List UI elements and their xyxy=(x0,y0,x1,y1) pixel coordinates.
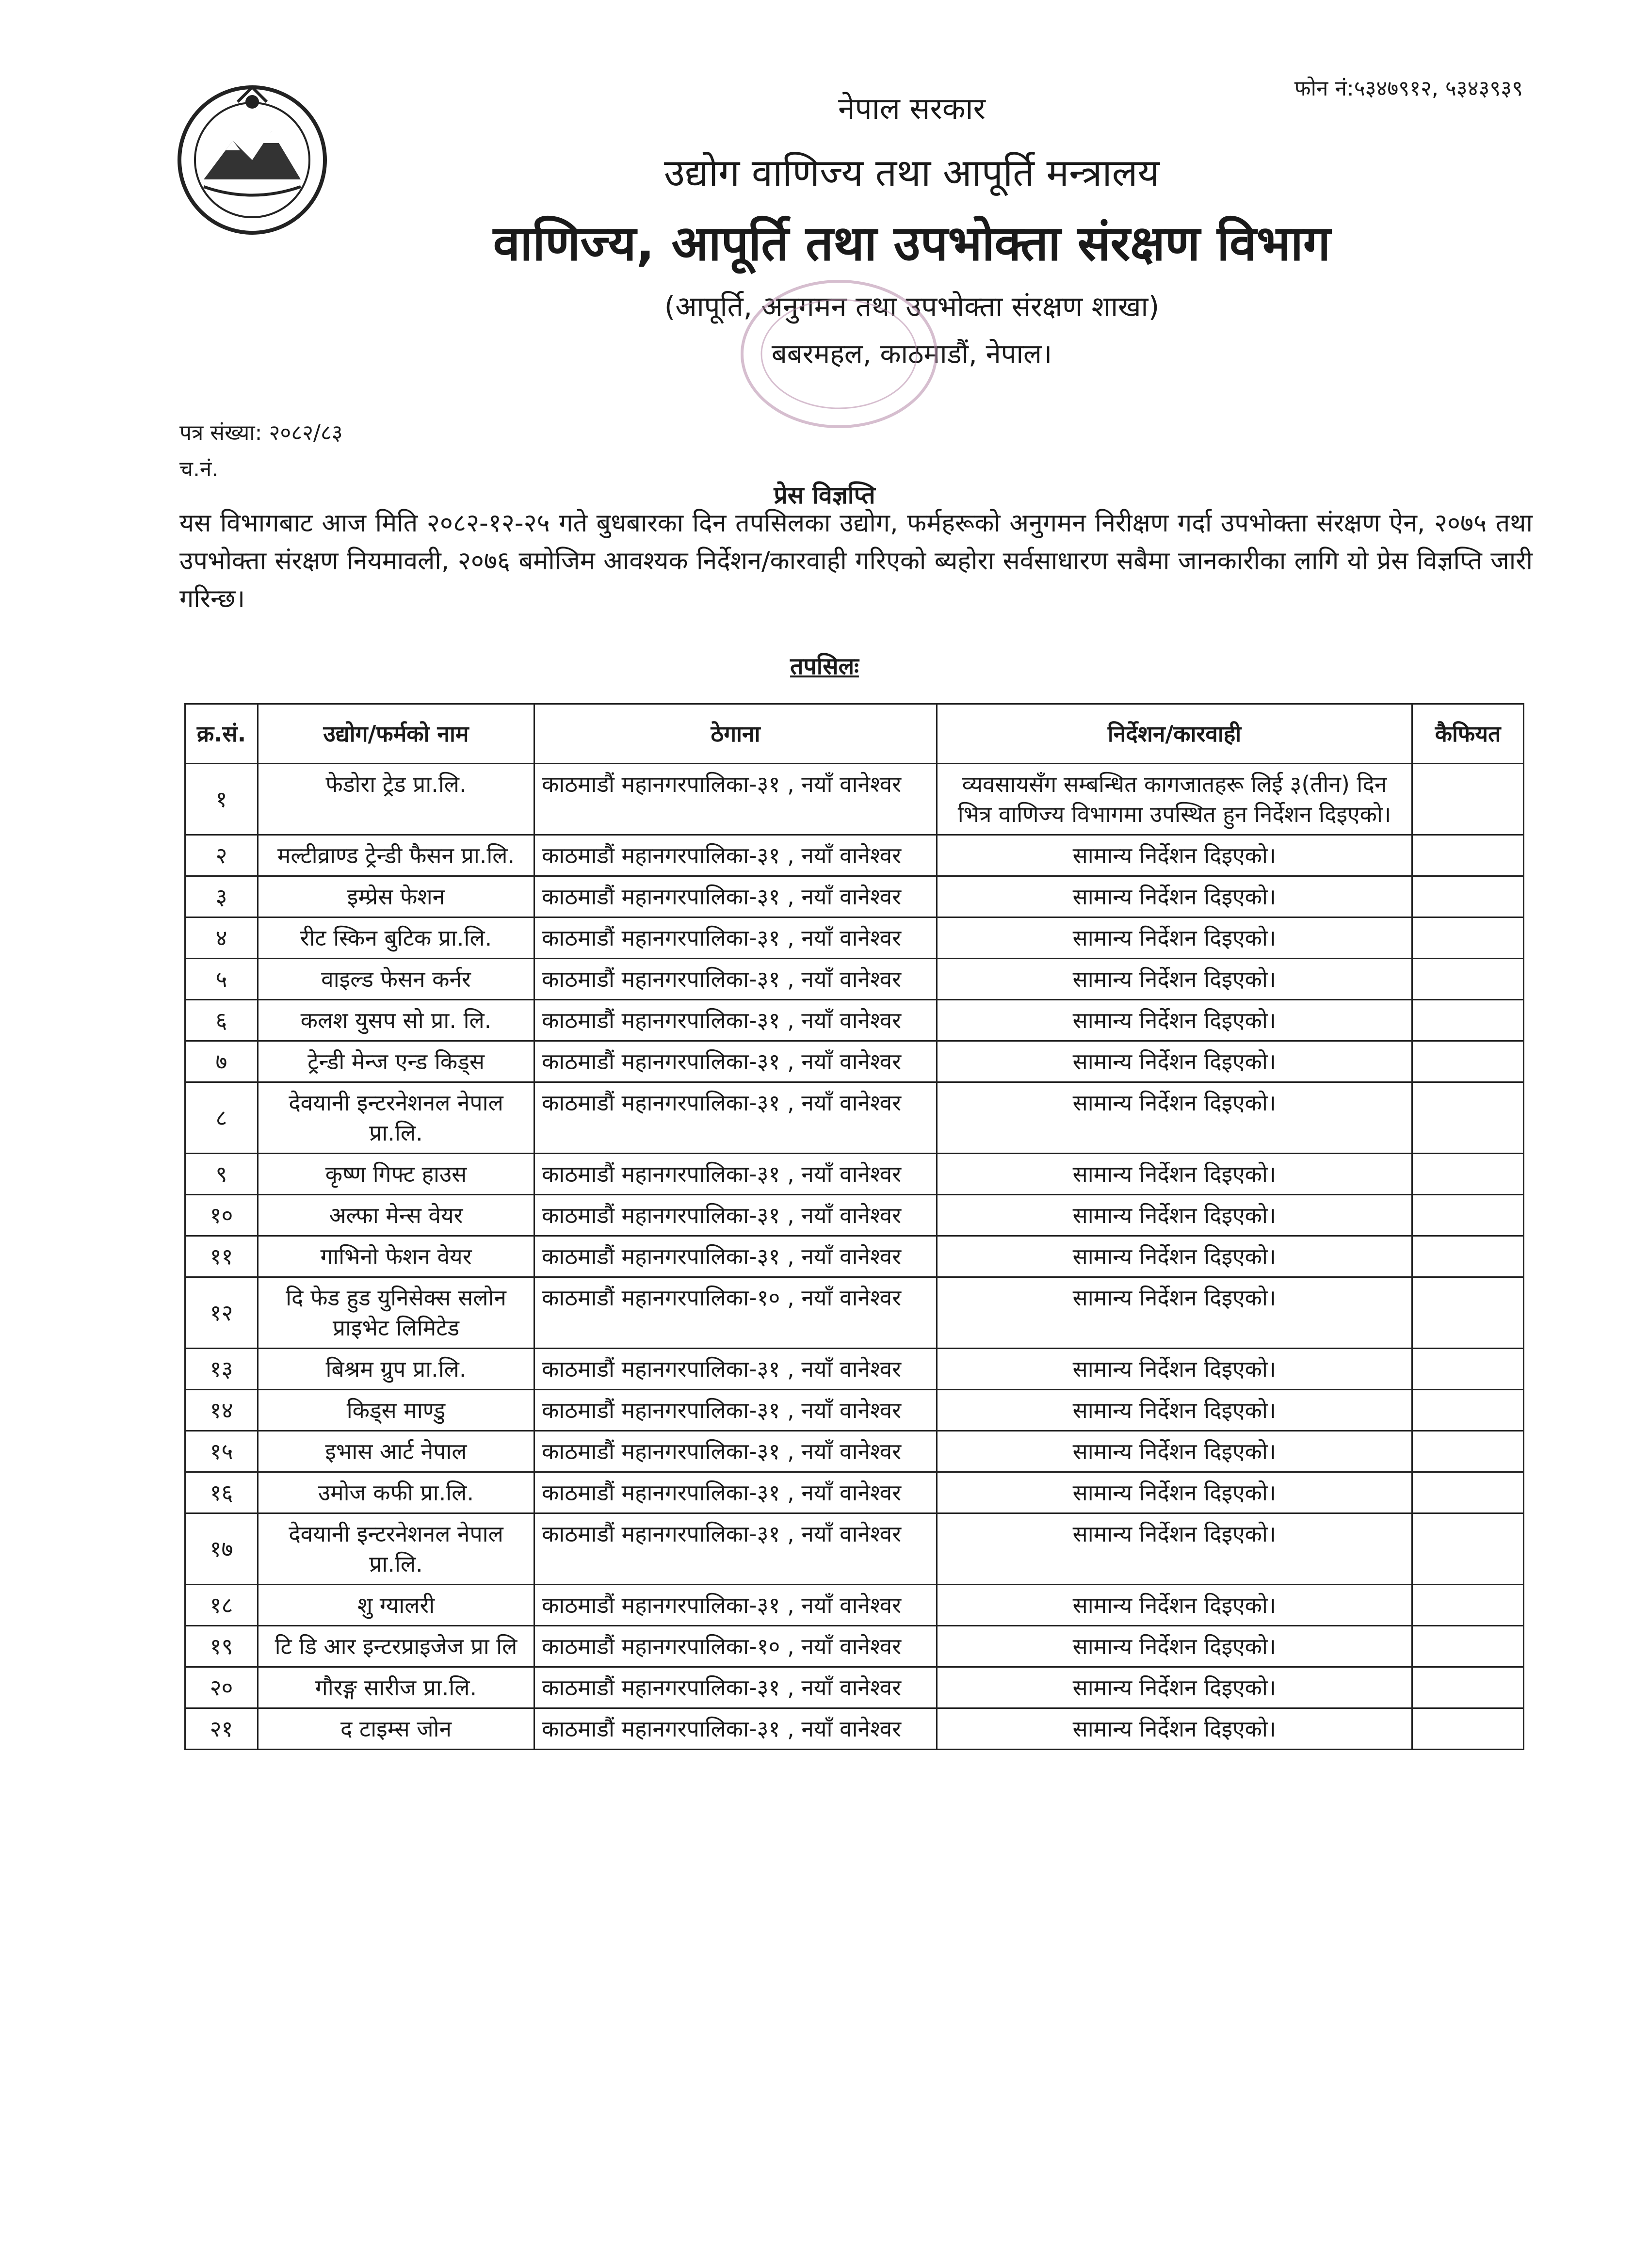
header-address: ठेगाना xyxy=(534,704,937,764)
address-cell: काठमाडौं महानगरपालिका-३१ , नयाँ वानेश्वर xyxy=(534,835,937,876)
serial-cell: १० xyxy=(185,1195,258,1236)
ministry-name: उद्योग वाणिज्य तथा आपूर्ति मन्त्रालय xyxy=(664,151,1160,195)
table-body xyxy=(185,764,1524,1750)
details-table xyxy=(184,703,1524,1750)
header-action: निर्देशन/कारवाही xyxy=(937,704,1412,764)
serial-cell: १ xyxy=(185,764,258,835)
action-cell: सामान्य निर्देशन दिइएको। xyxy=(937,1195,1412,1236)
table-header-row xyxy=(185,704,1524,764)
action-cell: सामान्य निर्देशन दिइएको। xyxy=(937,1513,1412,1585)
branch-name: (आपूर्ति, अनुगमन तथा उपभोक्ता संरक्षण शाखा) xyxy=(664,290,1160,323)
firm-name-cell: टि डि आर इन्टरप्राइजेज प्रा लि xyxy=(258,1626,534,1667)
address-cell: काठमाडौं महानगरपालिका-३१ , नयाँ वानेश्वर xyxy=(534,1154,937,1195)
header-serial: क्र.सं. xyxy=(185,704,258,764)
address-cell: काठमाडौं महानगरपालिका-३१ , नयाँ वानेश्वर xyxy=(534,1513,937,1585)
firm-name-cell: बिश्रम ग्रुप प्रा.लि. xyxy=(258,1349,534,1390)
serial-cell: १५ xyxy=(185,1431,258,1472)
action-cell: सामान्य निर्देशन दिइएको। xyxy=(937,1667,1412,1708)
header-remarks: कैफियत xyxy=(1412,704,1524,764)
table-row xyxy=(185,1041,1524,1082)
firm-name-cell: मल्टीव्राण्ड ट्रेन्डी फैसन प्रा.लि. xyxy=(258,835,534,876)
table-row xyxy=(185,1431,1524,1472)
firm-name-cell: शु ग्यालरी xyxy=(258,1585,534,1626)
firm-name-cell: ट्रेन्डी मेन्ज एन्ड किड्स xyxy=(258,1041,534,1082)
action-cell: सामान्य निर्देशन दिइएको। xyxy=(937,835,1412,876)
action-cell: सामान्य निर्देशन दिइएको। xyxy=(937,1585,1412,1626)
table-row xyxy=(185,764,1524,835)
address-cell: काठमाडौं महानगरपालिका-३१ , नयाँ वानेश्वर xyxy=(534,1082,937,1154)
firm-name-cell: दि फेड हुड युनिसेक्स सलोन प्राइभेट लिमिटेड xyxy=(258,1277,534,1349)
serial-cell: १८ xyxy=(185,1585,258,1626)
firm-name-cell: इभास आर्ट नेपाल xyxy=(258,1431,534,1472)
remarks-cell xyxy=(1412,876,1524,917)
table-row xyxy=(185,876,1524,917)
firm-name-cell: वाइल्ड फेसन कर्नर xyxy=(258,959,534,1000)
serial-cell: २ xyxy=(185,835,258,876)
remarks-cell xyxy=(1412,917,1524,959)
remarks-cell xyxy=(1412,1349,1524,1390)
address-cell: काठमाडौं महानगरपालिका-३१ , नयाँ वानेश्वर xyxy=(534,876,937,917)
remarks-cell xyxy=(1412,1277,1524,1349)
remarks-cell xyxy=(1412,835,1524,876)
address-cell: काठमाडौं महानगरपालिका-३१ , नयाँ वानेश्वर xyxy=(534,959,937,1000)
phone-numbers: फोन नं:५३४७९१२, ५३४३९३९ xyxy=(1294,76,1523,101)
table-row xyxy=(185,1195,1524,1236)
firm-name-cell: देवयानी इन्टरनेशनल नेपाल प्रा.लि. xyxy=(258,1082,534,1154)
firm-name-cell: इम्प्रेस फेशन xyxy=(258,876,534,917)
remarks-cell xyxy=(1412,1708,1524,1750)
firm-name-cell: किड्स माण्डु xyxy=(258,1390,534,1431)
action-cell: सामान्य निर्देशन दिइएको। xyxy=(937,1236,1412,1277)
serial-cell: १४ xyxy=(185,1390,258,1431)
action-cell: सामान्य निर्देशन दिइएको। xyxy=(937,959,1412,1000)
table-row xyxy=(185,1277,1524,1349)
serial-cell: १२ xyxy=(185,1277,258,1349)
address-cell: काठमाडौं महानगरपालिका-३१ , नयाँ वानेश्वर xyxy=(534,1041,937,1082)
remarks-cell xyxy=(1412,1000,1524,1041)
firm-name-cell: देवयानी इन्टरनेशनल नेपाल प्रा.लि. xyxy=(258,1513,534,1585)
table-row xyxy=(185,1626,1524,1667)
firm-name-cell: गौरङ्ग सारीज प्रा.लि. xyxy=(258,1667,534,1708)
table-row xyxy=(185,1390,1524,1431)
serial-cell: ३ xyxy=(185,876,258,917)
serial-cell: ९ xyxy=(185,1154,258,1195)
serial-cell: ८ xyxy=(185,1082,258,1154)
remarks-cell xyxy=(1412,959,1524,1000)
firm-name-cell: गाभिनो फेशन वेयर xyxy=(258,1236,534,1277)
action-cell: सामान्य निर्देशन दिइएको। xyxy=(937,1708,1412,1750)
header-firm-name: उद्योग/फर्मको नाम xyxy=(258,704,534,764)
action-cell: सामान्य निर्देशन दिइएको। xyxy=(937,1472,1412,1513)
table-row xyxy=(185,1708,1524,1750)
firm-name-cell: रीट स्किन बुटिक प्रा.लि. xyxy=(258,917,534,959)
action-cell: सामान्य निर्देशन दिइएको। xyxy=(937,1431,1412,1472)
address-cell: काठमाडौं महानगरपालिका-३१ , नयाँ वानेश्वर xyxy=(534,1708,937,1750)
action-cell: सामान्य निर्देशन दिइएको। xyxy=(937,1626,1412,1667)
office-location: बबरमहल, काठमाडौं, नेपाल। xyxy=(771,338,1052,370)
action-cell: व्यवसायसँग सम्बन्धित कागजातहरू लिई ३(तीन) दिन भित्र वाणिज्य विभागमा उपस्थित हुन निर्देशन दिइएको। xyxy=(937,764,1412,835)
action-cell: सामान्य निर्देशन दिइएको। xyxy=(937,1390,1412,1431)
address-cell: काठमाडौं महानगरपालिका-३१ , नयाँ वानेश्वर xyxy=(534,764,937,835)
table-row xyxy=(185,1236,1524,1277)
remarks-cell xyxy=(1412,1195,1524,1236)
dispatch-number: च.नं. xyxy=(179,457,219,482)
address-cell: काठमाडौं महानगरपालिका-३१ , नयाँ वानेश्वर xyxy=(534,1000,937,1041)
table-row xyxy=(185,1585,1524,1626)
table-row xyxy=(185,959,1524,1000)
address-cell: काठमाडौं महानगरपालिका-३१ , नयाँ वानेश्वर xyxy=(534,1195,937,1236)
action-cell: सामान्य निर्देशन दिइएको। xyxy=(937,917,1412,959)
firm-name-cell: कृष्ण गिफ्ट हाउस xyxy=(258,1154,534,1195)
action-cell: सामान्य निर्देशन दिइएको। xyxy=(937,1041,1412,1082)
action-cell: सामान्य निर्देशन दिइएको। xyxy=(937,1277,1412,1349)
serial-cell: ६ xyxy=(185,1000,258,1041)
address-cell: काठमाडौं महानगरपालिका-३१ , नयाँ वानेश्वर xyxy=(534,1390,937,1431)
table-row xyxy=(185,1000,1524,1041)
remarks-cell xyxy=(1412,1626,1524,1667)
letter-number: पत्र संख्या: २०८२/८३ xyxy=(179,420,343,445)
address-cell: काठमाडौं महानगरपालिका-३१ , नयाँ वानेश्वर xyxy=(534,1667,937,1708)
official-stamp-icon xyxy=(737,272,941,436)
address-cell: काठमाडौं महानगरपालिका-१० , नयाँ वानेश्वर xyxy=(534,1626,937,1667)
address-cell: काठमाडौं महानगरपालिका-३१ , नयाँ वानेश्वर xyxy=(534,1472,937,1513)
firm-name-cell: कलश युसप सो प्रा. लि. xyxy=(258,1000,534,1041)
remarks-cell xyxy=(1412,1082,1524,1154)
address-cell: काठमाडौं महानगरपालिका-३१ , नयाँ वानेश्वर xyxy=(534,1349,937,1390)
remarks-cell xyxy=(1412,1667,1524,1708)
government-name: नेपाल सरकार xyxy=(838,91,986,126)
table-row xyxy=(185,1667,1524,1708)
serial-cell: १३ xyxy=(185,1349,258,1390)
action-cell: सामान्य निर्देशन दिइएको। xyxy=(937,1000,1412,1041)
serial-cell: १६ xyxy=(185,1472,258,1513)
press-release-title: प्रेस विज्ञप्ति xyxy=(774,481,875,509)
remarks-cell xyxy=(1412,764,1524,835)
table-row xyxy=(185,1513,1524,1585)
table-row xyxy=(185,1472,1524,1513)
serial-cell: २१ xyxy=(185,1708,258,1750)
table-row xyxy=(185,917,1524,959)
remarks-cell xyxy=(1412,1431,1524,1472)
remarks-cell xyxy=(1412,1472,1524,1513)
action-cell: सामान्य निर्देशन दिइएको। xyxy=(937,1082,1412,1154)
press-release-body: यस विभागबाट आज मिति २०८२-१२-२५ गते बुधबारका दिन तपसिलका उद्योग, फर्महरूको अनुगमन निरीक्षण गर्दा उपभोक्ता संरक्षण ऐन, २०७५ तथा उपभोक्ता संरक्षण नियमावली, २०७६ बमोजिम आवश्यक निर्देशन/कारवाही गरिएको ब्यहोरा सर्वसाधारण सबैमा जानकारीका लागि यो प्रेस विज्ञप्ति जारी गरिन्छ। xyxy=(179,509,1533,613)
address-cell: काठमाडौं महानगरपालिका-३१ , नयाँ वानेश्वर xyxy=(534,1585,937,1626)
remarks-cell xyxy=(1412,1041,1524,1082)
action-cell: सामान्य निर्देशन दिइएको। xyxy=(937,876,1412,917)
serial-cell: १९ xyxy=(185,1626,258,1667)
address-cell: काठमाडौं महानगरपालिका-३१ , नयाँ वानेश्वर xyxy=(534,917,937,959)
table-row xyxy=(185,1154,1524,1195)
address-cell: काठमाडौं महानगरपालिका-३१ , नयाँ वानेश्वर xyxy=(534,1431,937,1472)
table-row xyxy=(185,835,1524,876)
remarks-cell xyxy=(1412,1236,1524,1277)
annex-title: तपसिलः xyxy=(790,653,859,680)
serial-cell: ७ xyxy=(185,1041,258,1082)
action-cell: सामान्य निर्देशन दिइएको। xyxy=(937,1154,1412,1195)
serial-cell: १७ xyxy=(185,1513,258,1585)
remarks-cell xyxy=(1412,1585,1524,1626)
remarks-cell xyxy=(1412,1154,1524,1195)
serial-cell: ४ xyxy=(185,917,258,959)
serial-cell: ५ xyxy=(185,959,258,1000)
table-row xyxy=(185,1349,1524,1390)
firm-name-cell: उमोज कफी प्रा.लि. xyxy=(258,1472,534,1513)
action-cell: सामान्य निर्देशन दिइएको। xyxy=(937,1349,1412,1390)
serial-cell: ११ xyxy=(185,1236,258,1277)
department-name: वाणिज्य, आपूर्ति तथा उपभोक्ता संरक्षण विभाग xyxy=(493,215,1331,272)
remarks-cell xyxy=(1412,1513,1524,1585)
address-cell: काठमाडौं महानगरपालिका-१० , नयाँ वानेश्वर xyxy=(534,1277,937,1349)
table-row xyxy=(185,1082,1524,1154)
address-cell: काठमाडौं महानगरपालिका-३१ , नयाँ वानेश्वर xyxy=(534,1236,937,1277)
remarks-cell xyxy=(1412,1390,1524,1431)
firm-name-cell: अल्फा मेन्स वेयर xyxy=(258,1195,534,1236)
serial-cell: २० xyxy=(185,1667,258,1708)
firm-name-cell: फेडोरा ट्रेड प्रा.लि. xyxy=(258,764,534,835)
firm-name-cell: द टाइम्स जोन xyxy=(258,1708,534,1750)
